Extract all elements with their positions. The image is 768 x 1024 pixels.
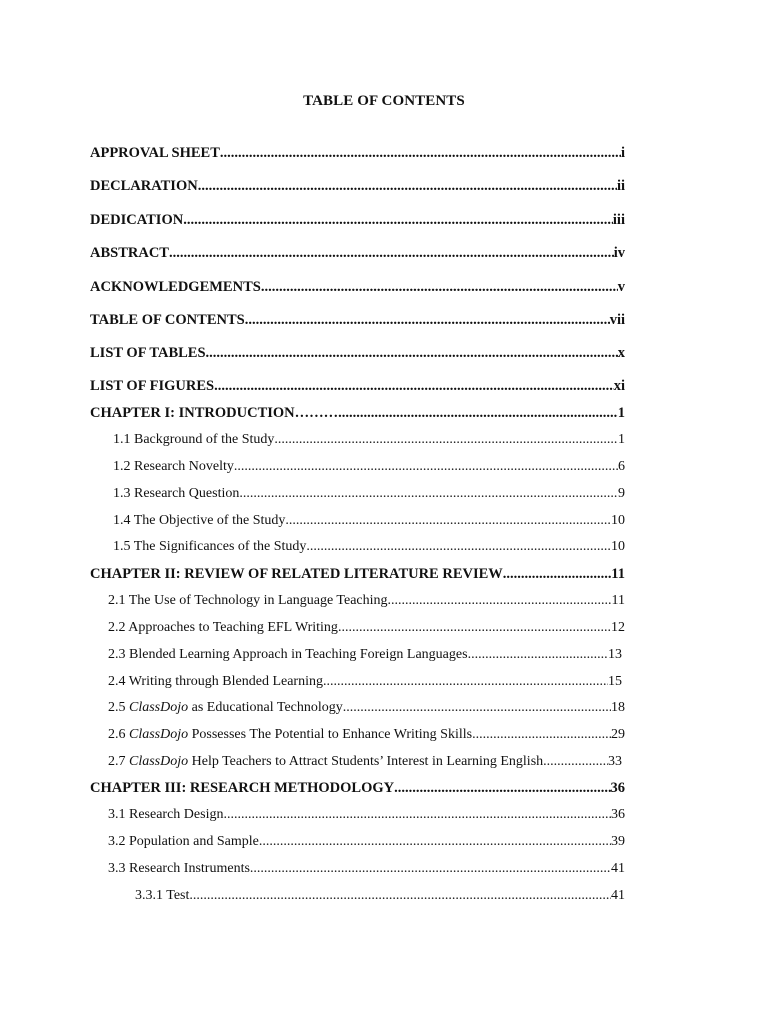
toc-entry-label: CHAPTER II: REVIEW OF RELATED LITERATURE REVIEW bbox=[90, 566, 503, 582]
toc-entry-1-1[interactable] bbox=[113, 432, 625, 452]
toc-entry-page: 11 bbox=[611, 566, 625, 582]
toc-entry-title: Possesses The Potential to Enhance Writing Skills bbox=[188, 727, 473, 742]
dot-leader bbox=[338, 620, 611, 636]
dot-leader bbox=[338, 405, 618, 422]
toc-entry-3-3-1[interactable] bbox=[135, 888, 625, 908]
classdojo-term: ClassDojo bbox=[129, 700, 189, 715]
toc-entry-page: vii bbox=[609, 312, 625, 328]
toc-entry-number: 2.7 bbox=[108, 754, 129, 769]
dot-leader bbox=[394, 780, 610, 797]
dot-leader bbox=[189, 888, 611, 904]
toc-entry-page: ii bbox=[616, 178, 625, 194]
toc-entry-label: LIST OF FIGURES bbox=[90, 378, 215, 394]
toc-entry-page: iii bbox=[612, 212, 625, 228]
dot-leader bbox=[285, 513, 611, 529]
dot-leader bbox=[259, 834, 611, 850]
toc-entry-page: 33 bbox=[608, 754, 622, 769]
toc-entry-label: DECLARATION bbox=[90, 178, 198, 194]
toc-entry-number: 2.6 bbox=[108, 727, 129, 742]
toc-entry-dedication[interactable] bbox=[90, 212, 625, 232]
toc-entry-label bbox=[108, 700, 343, 716]
toc-entry-label: 3.2 Population and Sample bbox=[108, 834, 259, 849]
toc-entry-page: 15 bbox=[608, 674, 622, 689]
toc-entry-page: 12 bbox=[611, 620, 625, 635]
classdojo-term: ClassDojo bbox=[129, 754, 189, 769]
toc-entry-page: 36 bbox=[610, 780, 625, 796]
toc-entry-page: 13 bbox=[608, 647, 622, 662]
toc-entry-3-1[interactable] bbox=[108, 807, 625, 827]
toc-entry-declaration[interactable] bbox=[90, 178, 625, 198]
toc-entry-title: as Educational Technology bbox=[188, 700, 343, 715]
toc-entry-2-7[interactable] bbox=[108, 754, 622, 774]
page-title: TABLE OF CONTENTS bbox=[303, 93, 465, 109]
toc-entry-page: 41 bbox=[611, 888, 625, 903]
toc-entry-label: 3.3 Research Instruments bbox=[108, 861, 250, 876]
toc-entry-page: 36 bbox=[611, 807, 625, 822]
toc-entry-1-2[interactable] bbox=[113, 459, 625, 479]
dot-leader bbox=[306, 539, 611, 555]
toc-entry-label: ACKNOWLEDGEMENTS bbox=[90, 279, 261, 295]
dot-leader bbox=[388, 593, 612, 609]
toc-entry-page: i bbox=[620, 145, 625, 161]
dot-leader bbox=[220, 145, 621, 162]
toc-entry-label: 2.2 Approaches to Teaching EFL Writing bbox=[108, 620, 338, 635]
toc-entry-page: 10 bbox=[611, 539, 625, 554]
dot-leader bbox=[223, 807, 611, 823]
toc-entry-page: 18 bbox=[611, 700, 625, 715]
toc-entry-2-3[interactable] bbox=[108, 647, 622, 667]
toc-entry-chapter-1[interactable] bbox=[90, 405, 625, 425]
toc-entry-table-of-contents[interactable] bbox=[90, 312, 625, 332]
dot-leader bbox=[250, 861, 611, 877]
toc-entry-number: 2.5 bbox=[108, 700, 129, 715]
toc-entry-label: 1.4 The Objective of the Study bbox=[113, 513, 286, 528]
classdojo-term: ClassDojo bbox=[129, 727, 189, 742]
toc-entry-1-3[interactable] bbox=[113, 486, 625, 506]
dot-leader bbox=[206, 345, 618, 362]
toc-entry-page: 1 bbox=[618, 432, 625, 447]
toc-entry-label: TABLE OF CONTENTS bbox=[90, 312, 245, 328]
toc-entry-label: 2.4 Writing through Blended Learning bbox=[108, 674, 323, 689]
dot-leader bbox=[468, 647, 608, 663]
dot-leader bbox=[343, 700, 611, 716]
toc-entry-page: iv bbox=[613, 245, 625, 261]
toc-entry-2-4[interactable] bbox=[108, 674, 622, 694]
toc-entry-label: ABSTRACT bbox=[90, 245, 169, 261]
toc-entry-2-1[interactable] bbox=[108, 593, 625, 613]
toc-entry-label bbox=[108, 754, 543, 770]
toc-entry-chapter-3[interactable] bbox=[90, 780, 625, 800]
toc-entry-3-3[interactable] bbox=[108, 861, 625, 881]
toc-entry-1-4[interactable] bbox=[113, 513, 625, 533]
toc-entry-label: 1.3 Research Question bbox=[113, 486, 240, 501]
toc-entry-page: 9 bbox=[618, 486, 625, 501]
toc-entry-abstract[interactable] bbox=[90, 245, 625, 265]
toc-entry-page: xi bbox=[613, 378, 625, 394]
dot-leader bbox=[234, 459, 618, 475]
dot-leader bbox=[239, 486, 618, 502]
toc-entry-label: 1.2 Research Novelty bbox=[113, 459, 234, 474]
toc-entry-list-of-figures[interactable] bbox=[90, 378, 625, 398]
toc-entry-page: 29 bbox=[611, 727, 625, 742]
toc-entry-page: v bbox=[617, 279, 625, 295]
dot-leader bbox=[472, 727, 611, 743]
toc-entry-page: 11 bbox=[611, 593, 625, 608]
toc-entry-label: 1.1 Background of the Study bbox=[113, 432, 275, 447]
toc-entry-2-2[interactable] bbox=[108, 620, 625, 640]
toc-entry-approval-sheet[interactable] bbox=[90, 145, 625, 165]
toc-entry-label: DEDICATION bbox=[90, 212, 184, 228]
dot-leader bbox=[169, 245, 614, 262]
toc-entry-label: 2.1 The Use of Technology in Language Teaching bbox=[108, 593, 388, 608]
toc-entry-title: Help Teachers to Attract Students’ Interest in Learning English bbox=[188, 754, 544, 769]
toc-entry-label: 3.3.1 Test bbox=[135, 888, 190, 903]
toc-entry-label: 1.5 The Significances of the Study bbox=[113, 539, 307, 554]
dot-leader bbox=[503, 566, 612, 583]
toc-entry-page: 1 bbox=[617, 405, 625, 421]
toc-entry-page: x bbox=[617, 345, 625, 361]
toc-entry-label: 2.3 Blended Learning Approach in Teaching Foreign Languages bbox=[108, 647, 468, 662]
toc-entry-label: CHAPTER III: RESEARCH METHODOLOGY bbox=[90, 780, 395, 796]
toc-entry-1-5[interactable] bbox=[113, 539, 625, 559]
toc-entry-3-2[interactable] bbox=[108, 834, 625, 854]
toc-entry-page: 41 bbox=[611, 861, 625, 876]
toc-entry-2-5[interactable] bbox=[108, 700, 625, 720]
dot-leader bbox=[261, 279, 618, 296]
toc-entry-page: 10 bbox=[611, 513, 625, 528]
toc-entry-label: 3.1 Research Design bbox=[108, 807, 224, 822]
toc-entry-page: 39 bbox=[611, 834, 625, 849]
dot-leader bbox=[245, 312, 610, 329]
dot-leader bbox=[543, 754, 608, 770]
dot-leader bbox=[183, 212, 613, 229]
dot-leader bbox=[214, 378, 614, 395]
dot-leader bbox=[323, 674, 608, 690]
toc-entry-label: APPROVAL SHEET bbox=[90, 145, 220, 161]
toc-entry-list-of-tables[interactable] bbox=[90, 345, 625, 365]
toc-entry-page: 6 bbox=[618, 459, 625, 474]
toc-entry-2-6[interactable] bbox=[108, 727, 625, 747]
toc-entry-label bbox=[108, 727, 472, 743]
dot-leader bbox=[198, 178, 617, 195]
toc-entry-acknowledgements[interactable] bbox=[90, 279, 625, 299]
toc-entry-label: CHAPTER I: INTRODUCTION……… bbox=[90, 405, 339, 421]
toc-entry-label: LIST OF TABLES bbox=[90, 345, 206, 361]
dot-leader bbox=[274, 432, 618, 448]
toc-entry-chapter-2[interactable] bbox=[90, 566, 625, 586]
